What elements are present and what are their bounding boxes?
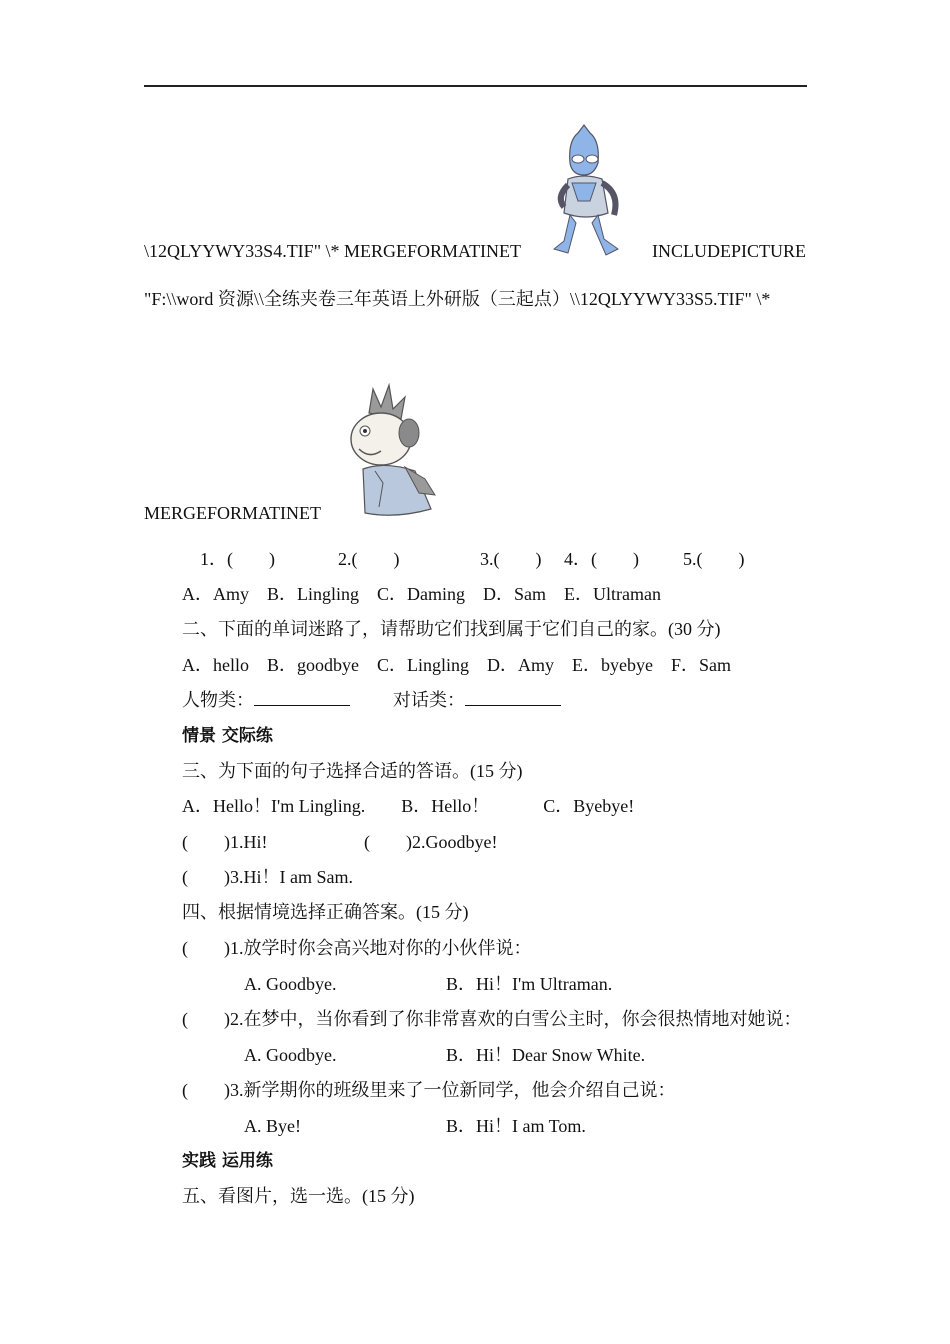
q3-number: 3.( ) xyxy=(480,549,542,569)
q2-number: 2.( ) xyxy=(338,549,400,569)
section4-q2-b: B．Hi！Dear Snow White. xyxy=(446,1045,646,1065)
heading-practice: 实践 运用练 xyxy=(182,1151,273,1171)
category-people xyxy=(182,689,350,711)
section4-q3: ( )3.新学期你的班级里来了一位新同学，他会介绍自己说： xyxy=(182,1080,676,1100)
section4-q1-b: B．Hi！I'm Ultraman. xyxy=(446,974,613,994)
section4-q1: ( )1.放学时你会高兴地对你的小伙伴说： xyxy=(182,938,532,958)
category-dialog xyxy=(393,689,561,711)
people-answer-blank[interactable] xyxy=(254,689,350,706)
section4-q1-a: A. Goodbye. xyxy=(244,974,337,994)
heading-scene: 情景 交际练 xyxy=(182,726,273,746)
section1-options: A．Amy B．Lingling C．Daming D．Sam E．Ultraman xyxy=(182,584,661,604)
section4-q3-b: B．Hi！I am Tom. xyxy=(446,1116,586,1136)
header-line1-left: \12QLYYWY33S4.TIF" \* MERGEFORMATINET xyxy=(144,241,522,261)
section2-title: 二、下面的单词迷路了，请帮助它们找到属于它们自己的家。(30 分) xyxy=(182,619,721,639)
section4-q2-a: A. Goodbye. xyxy=(244,1045,337,1065)
section3-title: 三、为下面的句子选择合适的答语。(15 分) xyxy=(182,761,523,781)
cartoon-boy-image xyxy=(335,383,443,519)
section5-title: 五、看图片，选一选。(15 分) xyxy=(182,1186,415,1206)
dialog-answer-blank[interactable] xyxy=(465,689,561,706)
section4-title: 四、根据情境选择正确答案。(15 分) xyxy=(182,902,469,922)
header-line1-right: INCLUDEPICTURE xyxy=(652,241,806,261)
section3-options: A．Hello！I'm Lingling. B．Hello！ C．Byebye! xyxy=(182,796,635,816)
section3-q2: ( )2.Goodbye! xyxy=(364,832,498,852)
ultraman-image xyxy=(550,123,625,258)
section2-options: A．hello B．goodbye C．Lingling D．Amy E．byebye F．Sam xyxy=(182,655,731,675)
header-line2: "F:\\word 资源\\全练夹卷三年英语上外研版（三起点）\\12QLYYWY33S5.TIF" \* xyxy=(144,289,771,309)
section3-q1: ( )1.Hi! xyxy=(182,832,268,852)
q1-number: 1．( ) xyxy=(200,549,275,569)
category-people-label: 人物类： xyxy=(182,690,254,710)
header-rule xyxy=(144,85,807,87)
q4-number: 4．( ) xyxy=(564,549,639,569)
q5-number: 5.( ) xyxy=(683,549,745,569)
section3-q3: ( )3.Hi！I am Sam. xyxy=(182,867,353,887)
header-line3: MERGEFORMATINET xyxy=(144,503,322,523)
category-dialog-label: 对话类： xyxy=(393,690,465,710)
section4-q3-a: A. Bye! xyxy=(244,1116,301,1136)
section4-q2: ( )2.在梦中，当你看到了你非常喜欢的白雪公主时，你会很热情地对她说： xyxy=(182,1009,802,1029)
